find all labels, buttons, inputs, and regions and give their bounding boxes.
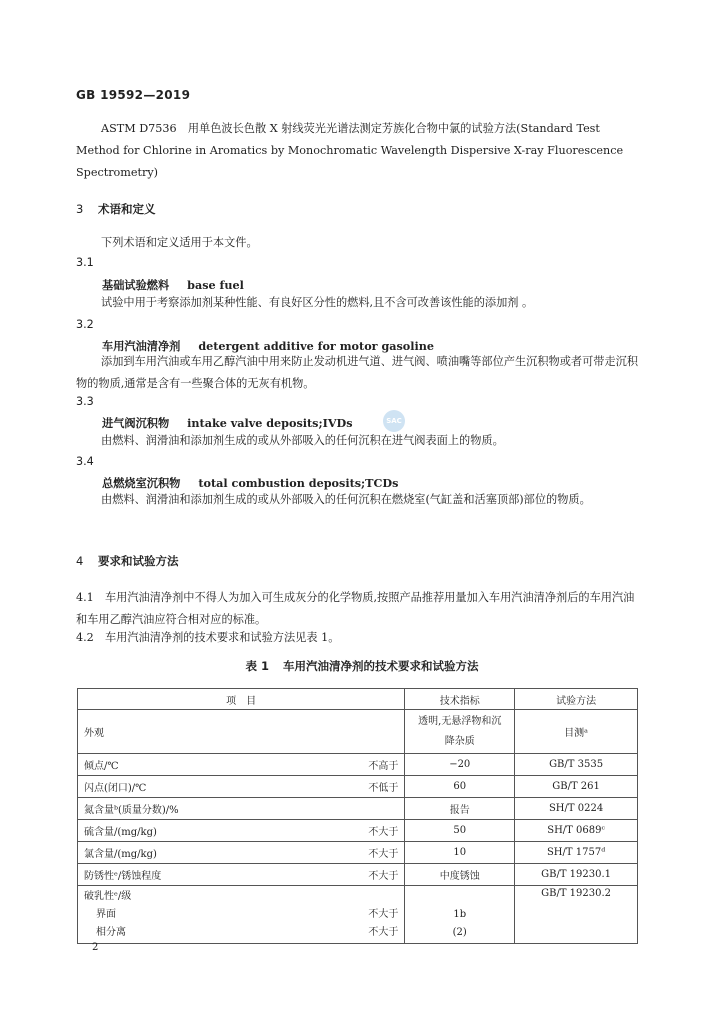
term-zh: 车用汽油清净剂 [102, 339, 181, 353]
term-name [102, 277, 244, 293]
term-en: total combustion deposits;TCDs [198, 476, 399, 490]
term-definition: 添加到车用汽油或车用乙醇汽油中用来防止发动机进气道、进气阀、喷油嘴等部位产生沉积物或者可带走沉积物的物质,通常是含有一些聚合体的无灰有机物。 [76, 355, 639, 390]
item-cell [78, 842, 405, 864]
table-row [78, 820, 638, 842]
method-cell: GB/T 19230.1 [515, 864, 638, 886]
sub-value: 1b [453, 909, 467, 920]
column-header: 技术指标 [405, 689, 515, 710]
item-cell [78, 710, 405, 754]
value-cell: 中度锈蚀 [405, 864, 515, 886]
term-definition: 试验中用于考察添加剂某种性能、有良好区分性的燃料,且不含可改善该性能的添加剂 。 [101, 296, 534, 309]
column-header: 试验方法 [515, 689, 638, 710]
item-name: 倾点/℃ [84, 761, 119, 772]
method-cell: 目测ᵃ [515, 710, 638, 754]
value-cell [405, 886, 515, 944]
sub-value: (2) [452, 927, 467, 938]
term-number: 3.1 [76, 256, 94, 269]
method-cell: GB/T 19230.2 [515, 886, 638, 944]
table-row [78, 842, 638, 864]
section-4-heading [76, 553, 179, 569]
table-title: 车用汽油清净剂的技术要求和试验方法 [283, 659, 479, 673]
term-zh: 进气阀沉积物 [102, 416, 170, 430]
limit-label: 不大于 [368, 909, 399, 920]
page-number: 2 [92, 942, 99, 953]
standard-code-header: GB 19592—2019 [76, 88, 191, 102]
limit-label: 不大于 [368, 871, 399, 882]
column-header: 项 目 [78, 689, 405, 710]
term-number: 3.2 [76, 318, 94, 331]
value-cell: −20 [405, 754, 515, 776]
section-title: 术语和定义 [98, 202, 156, 216]
value-cell: 透明,无悬浮物和沉降杂质 [405, 710, 515, 754]
spec-table [77, 688, 638, 944]
limit-label: 不高于 [368, 761, 399, 772]
term-en: intake valve deposits;IVDs [187, 416, 353, 430]
section-3-intro: 下列术语和定义适用于本文件。 [101, 236, 258, 249]
method-cell: SH/T 0224 [515, 798, 638, 820]
sub-item [84, 906, 398, 924]
value-cell: 50 [405, 820, 515, 842]
table-header-row [78, 689, 638, 710]
table-row [78, 710, 638, 754]
item-cell [78, 820, 405, 842]
method-cell: GB/T 261 [515, 776, 638, 798]
item-name: 氮含量ᵇ(质量分数)/% [84, 805, 179, 816]
method-cell: GB/T 3535 [515, 754, 638, 776]
table-label: 表 1 [245, 659, 269, 673]
term-name [102, 415, 353, 431]
term-en: base fuel [187, 278, 244, 292]
limit-label: 不大于 [368, 849, 399, 860]
item-cell [78, 776, 405, 798]
table-row [78, 886, 638, 944]
value-cell: 10 [405, 842, 515, 864]
item-cell [78, 886, 405, 944]
item-name: 外观 [84, 728, 104, 739]
term-zh: 基础试验燃料 [102, 278, 170, 292]
clause-4-2: 4.2 车用汽油清净剂的技术要求和试验方法见表 1。 [76, 631, 340, 644]
item-name: 氯含量/(mg/kg) [84, 849, 157, 860]
section-title: 要求和试验方法 [98, 554, 179, 568]
table-row [78, 864, 638, 886]
item-name: 破乳性ᵉ/级 [84, 891, 132, 902]
term-number: 3.4 [76, 455, 94, 468]
sub-item-name: 相分离 [96, 927, 126, 938]
item-name: 硫含量/(mg/kg) [84, 827, 157, 838]
value-cell: 60 [405, 776, 515, 798]
method-cell: SH/T 1757ᵈ [515, 842, 638, 864]
term-en: detergent additive for motor gasoline [198, 339, 435, 353]
table-row [78, 754, 638, 776]
limit-label: 不大于 [368, 827, 399, 838]
table-row [78, 798, 638, 820]
limit-label: 不大于 [368, 927, 399, 938]
item-name: 防锈性ᵉ/锈蚀程度 [84, 871, 162, 882]
method-cell: SH/T 0689ᶜ [515, 820, 638, 842]
item-cell [78, 864, 405, 886]
sub-item [84, 924, 398, 942]
term-definition: 由燃料、润滑油和添加剂生成的或从外部吸入的任何沉积在进气阀表面上的物质。 [101, 434, 504, 447]
value-cell: 报告 [405, 798, 515, 820]
item-cell [78, 754, 405, 776]
sub-item-name: 界面 [96, 909, 116, 920]
section-number: 4 [76, 554, 84, 568]
section-number: 3 [76, 202, 84, 216]
table-row [78, 776, 638, 798]
reference-astm-d7536: ASTM D7536 用单色波长色散 X 射线荧光光谱法测定芳族化合物中氯的试验方法(Standard Test Method for Chlorine in Aromatics by Monochromatic Wavelength Dispersive X-ray Fluorescence Spectrometry) [76, 122, 624, 179]
limit-label: 不低于 [368, 783, 399, 794]
term-number: 3.3 [76, 395, 94, 408]
item-name: 闪点(闭口)/℃ [84, 783, 147, 794]
item-cell [78, 798, 405, 820]
sac-watermark: SAC [383, 410, 405, 432]
term-zh: 总燃烧室沉积物 [102, 476, 181, 490]
clause-4-1: 4.1 车用汽油清净剂中不得人为加入可生成灰分的化学物质,按照产品推荐用量加入车用汽油清净剂后的车用汽油和车用乙醇汽油应符合相对应的标准。 [76, 591, 635, 626]
section-3-heading [76, 201, 156, 217]
term-definition: 由燃料、润滑油和添加剂生成的或从外部吸入的任何沉积在燃烧室(气缸盖和活塞顶部)部位的物质。 [101, 493, 591, 506]
table-caption [0, 658, 724, 674]
